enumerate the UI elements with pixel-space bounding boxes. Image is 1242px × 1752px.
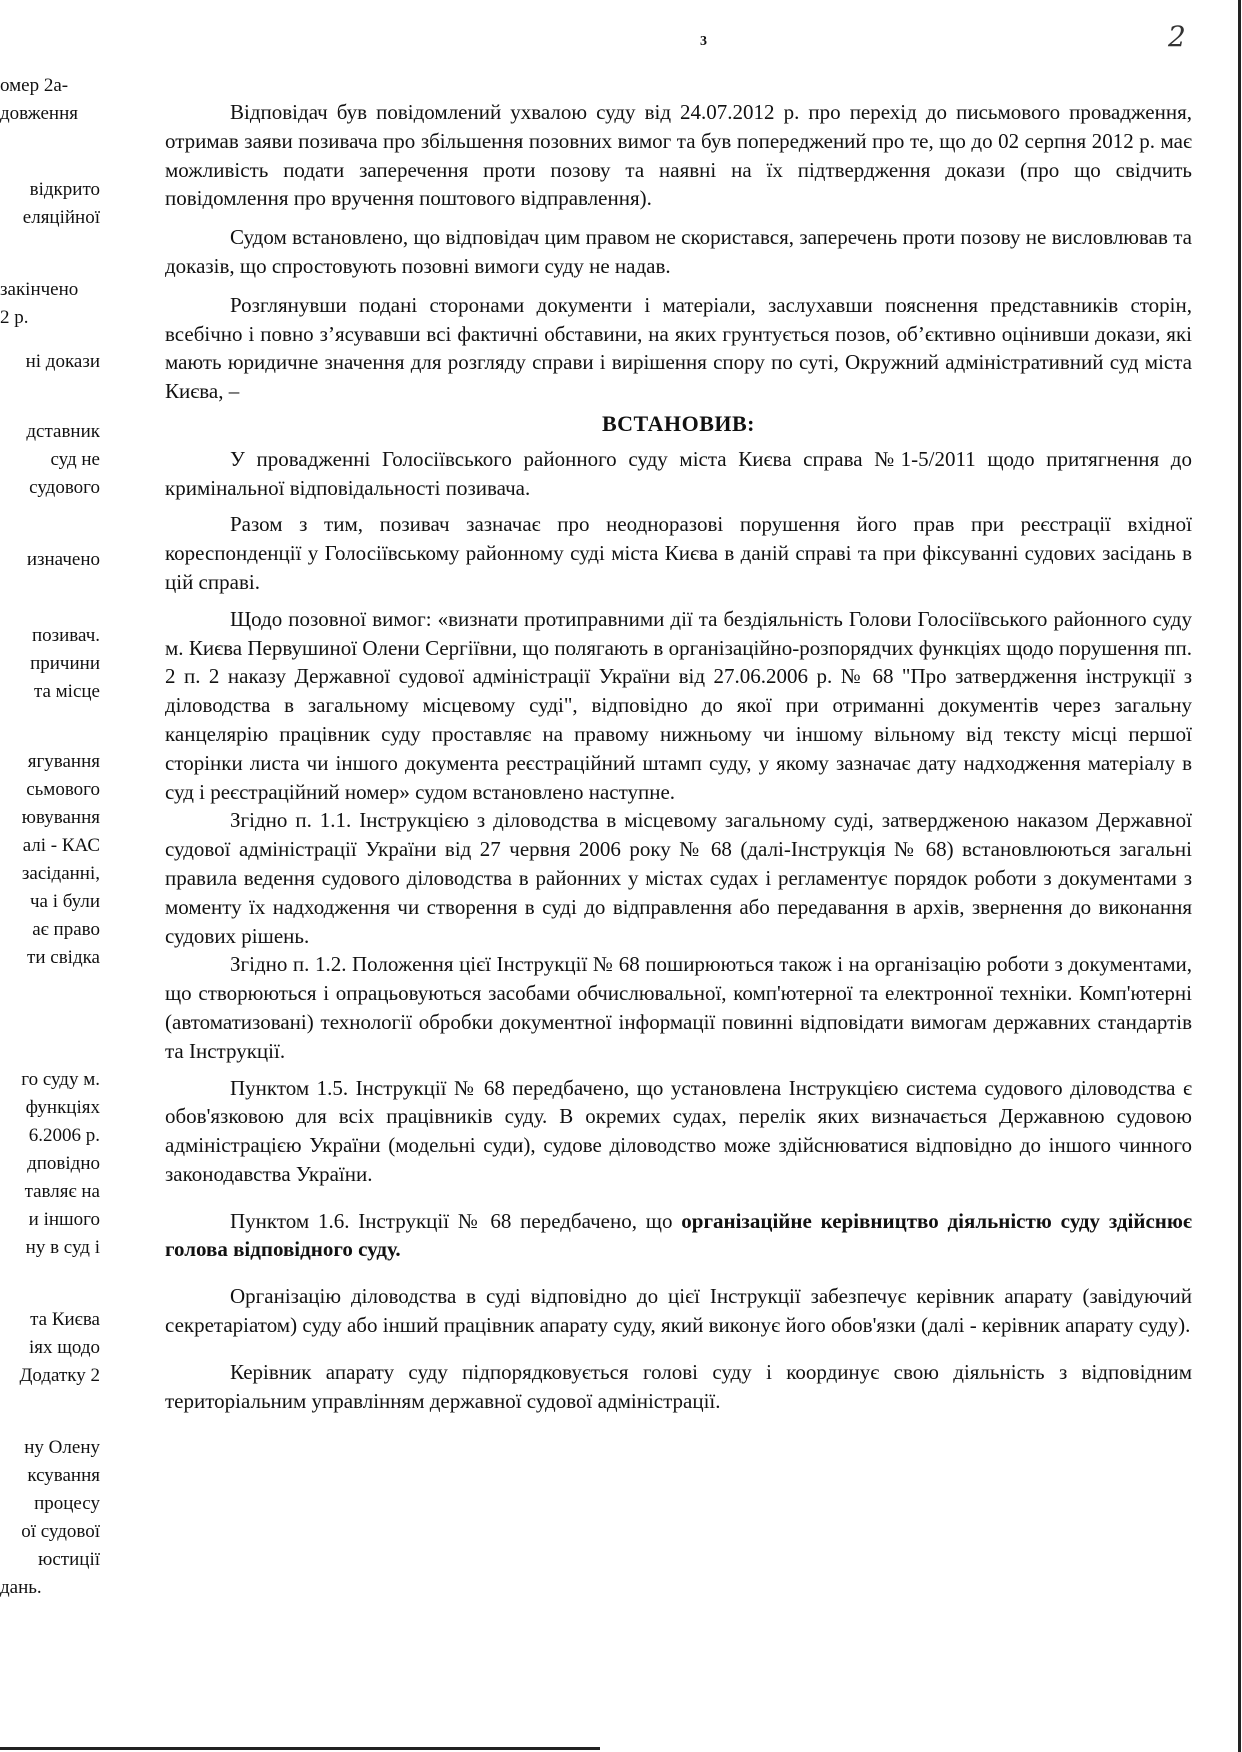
handwritten-page-mark: 2 xyxy=(1168,20,1186,53)
margin-fragment: еляційної xyxy=(22,207,100,228)
margin-fragment: сьмового xyxy=(26,779,100,800)
margin-fragment: судового xyxy=(29,477,100,498)
margin-fragment: процесу xyxy=(34,1493,100,1514)
paragraph-instruction-1-5: Пунктом 1.5. Інструкції № 68 передбачено, що установлена Інструкцією система судового діловодства є обов'язковою для всіх працівників суду. В окремих судах, перелік яких визначається Державною судовою адміністрацією України (модельні суди), судове діловодство може здійснюватися відповідно до іншого чинного законодавства України. xyxy=(165,1075,1192,1186)
margin-fragment: 6.2006 р. xyxy=(28,1125,100,1146)
margin-fragment: 2 р. xyxy=(0,307,29,328)
margin-fragment: и іншого xyxy=(28,1209,100,1230)
paragraph-criminal-case: У провадженні Голосіївського районного суду міста Києва справа №1-5/2011 щодо притягнення до кримінальної відповідальності позивача. xyxy=(165,446,1192,500)
paragraph-instruction-1-2: Згідно п. 1.2. Положення цієї Інструкції № 68 поширюються також і на організацію роботи з документами, що створюються і опрацьовуються засобами обчислювальної, комп'ютерної та електронної техніки. Комп'ютерні (автоматизовані) технології обробки документної інформації повинні відповідати вимогам державних стандартів та Інструкції. xyxy=(165,952,1192,1063)
margin-fragment: відкрито xyxy=(29,179,100,200)
margin-fragment: изначено xyxy=(26,549,100,570)
margin-fragment: ає право xyxy=(32,919,100,940)
paragraph-instruction-1-6 xyxy=(165,1207,1192,1265)
margin-fragment: суд не xyxy=(50,449,100,470)
margin-fragment: закінчено xyxy=(0,279,79,300)
margin-fragment: ну Олену xyxy=(24,1437,100,1458)
margin-fragment: іях щодо xyxy=(28,1337,100,1358)
margin-fragment: та Києва xyxy=(30,1309,100,1330)
margin-fragment: позивач. xyxy=(31,625,100,646)
margin-fragment: ча і були xyxy=(29,891,100,912)
previous-page-margin-fragments xyxy=(0,0,100,1752)
margin-fragment: ювування xyxy=(21,807,100,828)
margin-fragment: тавляє на xyxy=(24,1181,100,1202)
margin-fragment: ну в суд і xyxy=(25,1237,100,1258)
paragraph-office-organization: Організацію діловодства в суді відповідно до цієї Інструкції забезпечує керівник апарату (завідуючий секретаріатом) суду або інший працівник апарату суду, який виконує його обов'язки (далі - керівник апарату суду). xyxy=(165,1284,1192,1338)
paragraph-notification: Відповідач був повідомлений ухвалою суду від 24.07.2012 р. про перехід до письмового провадження, отримав заяви позивача про збільшення позовних вимог та був попереджений про те, що до 02 серпня 2012 р. має можливість подати заперечення проти позову та наявні на їх підтвердження докази (про що свідчить повідомлення про вручення поштового відправлення). xyxy=(165,100,1192,211)
margin-fragment: ти свідка xyxy=(27,947,100,968)
margin-fragment: функціях xyxy=(25,1097,100,1118)
scan-edge-right xyxy=(1238,0,1241,1752)
scan-edge-bottom xyxy=(0,1747,600,1750)
margin-fragment: ягування xyxy=(27,751,100,772)
paragraph-instruction-1-1: Згідно п. 1.1. Інструкцією з діловодства в місцевому загальному суді, затвердженою наказом Державної судової адміністрації України від 27 червня 2006 року № 68 (далі-Інструкція № 68) встановлюються загальні правила ведення судового діловодства в районних у містах судах і регламентує порядок роботи з документами з моменту їх надходження чи створення в суді до відправлення або передавання в архів, звернення до виконання судових рішень. xyxy=(165,808,1192,948)
margin-fragment: алі - КАС xyxy=(22,835,100,856)
margin-fragment: довження xyxy=(0,103,78,124)
paragraph-instruction-1-6-plain: Пунктом 1.6. Інструкції № 68 передбачено, що xyxy=(230,1208,682,1233)
margin-fragment: засіданні, xyxy=(21,863,100,884)
paragraph-no-objection: Судом встановлено, що відповідач цим правом не скористався, заперечень проти позову не висловлював та доказів, що спростовують позовні вимоги суду не надав. xyxy=(165,225,1192,278)
margin-fragment: Додатку 2 xyxy=(19,1365,100,1386)
margin-fragment: дповідно xyxy=(27,1153,100,1174)
section-heading: ВСТАНОВИВ: xyxy=(601,410,756,436)
margin-fragment: юстиції xyxy=(38,1549,100,1570)
paragraph-claim: Щодо позовної вимог: «визнати протиправними дії та бездіяльність Голови Голосіївського районного суду м. Києва Первушиної Олени Сергіївни, що полягають в організаційно-розпорядчих функціях щодо порушення пп. 2 п. 2 наказу Державної судової адміністрації України від 27.06.2006 р. № 68 "Про затвердження інструкції з діловодства в загальному місцевому суді", відповідно до якої при отриманні документів через загальну канцелярію працівник суду проставляє на правому нижньому чи іншому вільному від тексту місці першої сторінки листа чи іншого документа реєстраційний штамп суду, у якому зазначає дату надходження матеріалу в суд і реєстраційний номер» судом встановлено наступне. xyxy=(165,606,1192,804)
margin-fragment: дставник xyxy=(26,421,100,442)
margin-fragment: го суду м. xyxy=(21,1069,100,1090)
paragraph-violations: Разом з тим, позивач зазначає про неодноразові порушення його прав при реєстрації вхідної кореспонденції у Голосіївському районному суді міста Києва в даній справі та при фіксуванні судових засідань в цій справі. xyxy=(165,512,1192,594)
main-text-column xyxy=(165,98,1192,1415)
paragraph-instruction-1-6-bold: організаційне керівництво діяльністю суду здійснює голова відповідного суду. xyxy=(165,1208,1192,1262)
margin-fragment: омер 2а- xyxy=(0,75,69,96)
paragraph-office-head: Керівник апарату суду підпорядковується голові суду і координує свою діяльність з відповідним територіальним управлінням державної судової адміністрації. xyxy=(165,1359,1192,1413)
paragraph-consideration: Розглянувши подані сторонами документи і матеріали, заслухавши пояснення представників сторін, всебічно і повно з’ясувавши всі фактичні обставини, на яких грунтується позов, об’єктивно оцінивши докази, які мають юридичне значення для розгляду справи і вирішення спору по суті, Окружний адміністративний суд міста Києва, – xyxy=(165,292,1192,404)
page-number: 3 xyxy=(700,34,707,49)
margin-fragment: причини xyxy=(30,653,100,674)
margin-fragment: ксування xyxy=(27,1465,100,1486)
margin-fragment: та місце xyxy=(33,681,100,702)
margin-fragment: ні докази xyxy=(25,351,100,372)
margin-fragment: ої судової xyxy=(21,1521,100,1542)
margin-fragment: дань. xyxy=(0,1577,42,1598)
